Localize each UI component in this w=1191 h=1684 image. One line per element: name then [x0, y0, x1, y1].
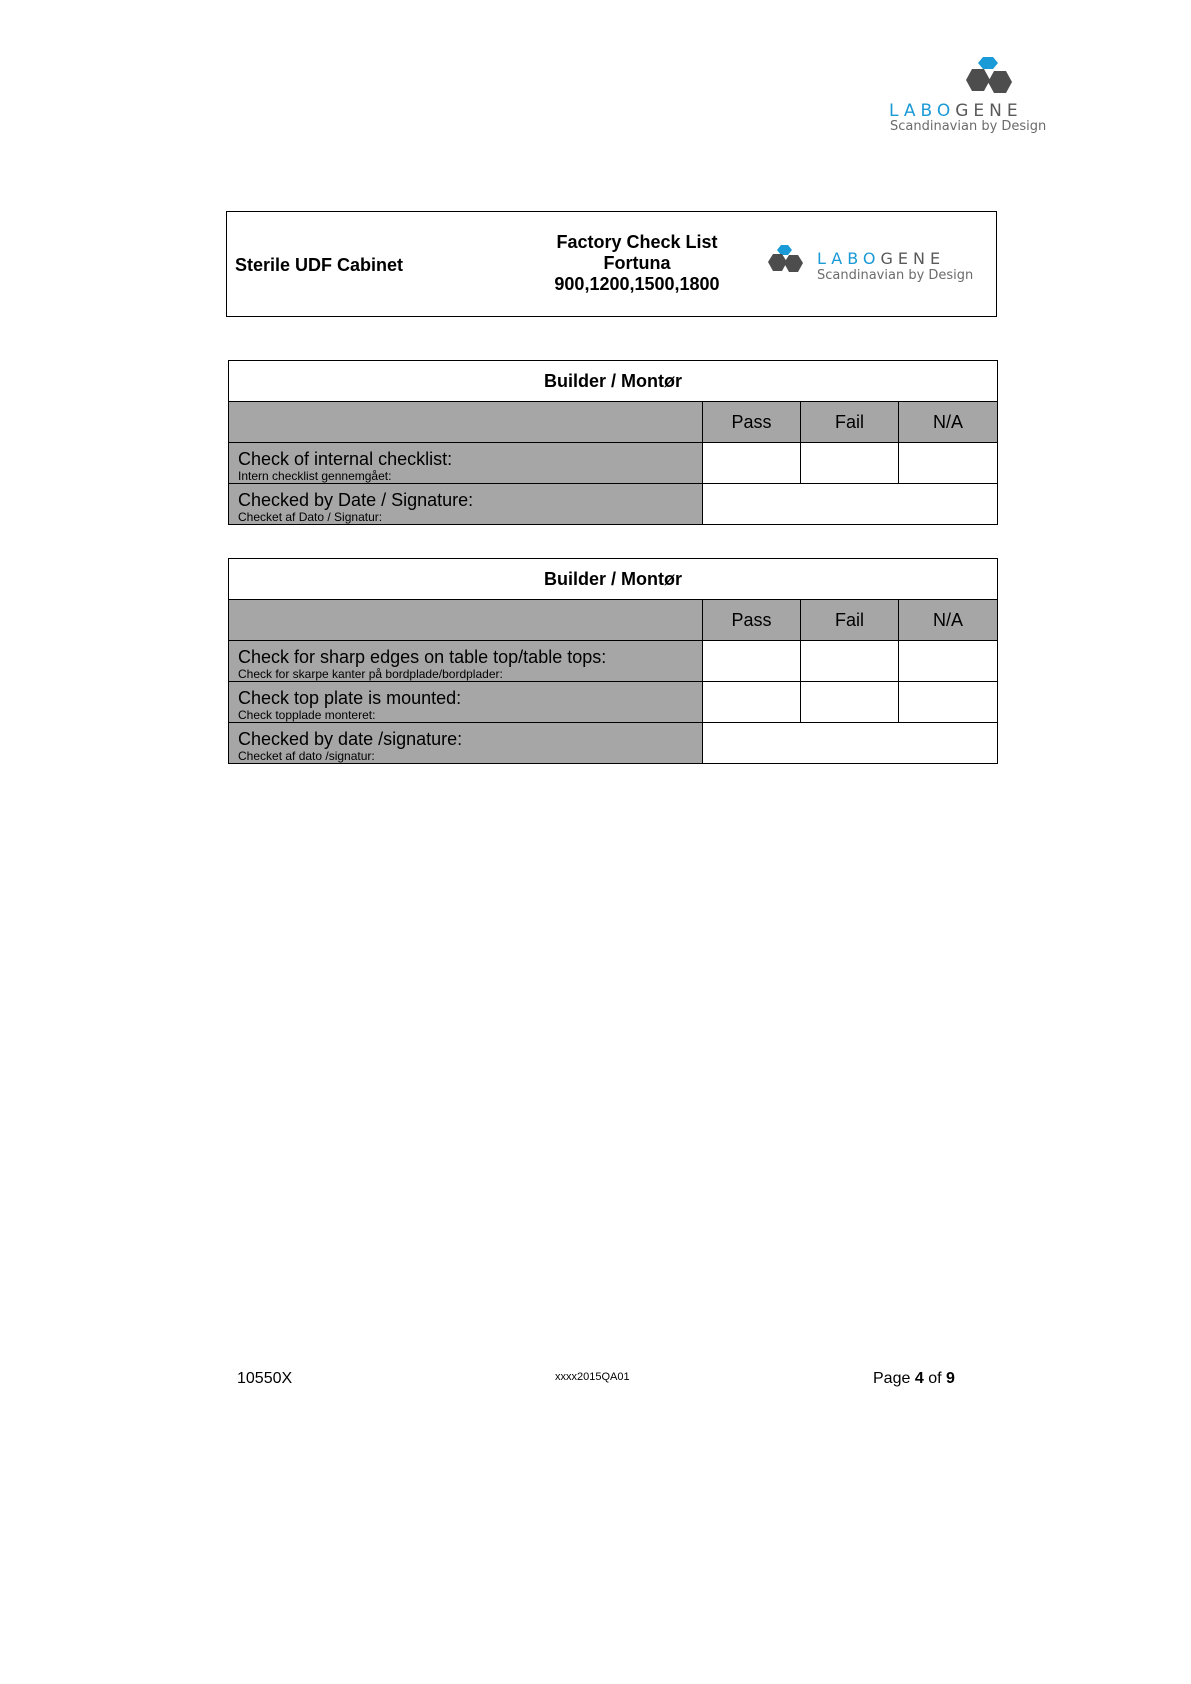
na-checkbox[interactable] — [899, 682, 998, 723]
hexagon-cluster-icon — [960, 55, 1020, 100]
section-title: Builder / Montør — [229, 361, 998, 402]
pass-checkbox[interactable] — [703, 641, 801, 682]
fail-checkbox[interactable] — [801, 443, 899, 484]
document-header — [226, 211, 997, 317]
na-checkbox[interactable] — [899, 641, 998, 682]
check-item: Check top plate is mounted: Check topplade monteret: — [229, 682, 703, 723]
check-item: Check for sharp edges on table top/table tops: Check for skarpe kanter på bordplade/bordplader: — [229, 641, 703, 682]
table-row — [229, 641, 998, 682]
column-pass: Pass — [703, 402, 801, 443]
hexagon-cluster-icon — [767, 242, 817, 282]
document-code: 10550X — [237, 1370, 293, 1387]
column-na: N/A — [899, 402, 998, 443]
column-fail: Fail — [801, 402, 899, 443]
check-table-2 — [228, 558, 998, 764]
title-line-2: Fortuna — [603, 253, 671, 273]
check-table-1 — [228, 360, 998, 525]
brand-tagline: Scandinavian by Design — [817, 268, 974, 283]
pass-checkbox[interactable] — [703, 443, 801, 484]
section-title: Builder / Montør — [229, 559, 998, 600]
signature-label: Checked by date /signature: Checket af dato /signatur: — [229, 723, 703, 764]
column-na: N/A — [899, 600, 998, 641]
title-line-3: 900,1200,1500,1800 — [554, 274, 720, 294]
page-number: Page 4 of 9 — [873, 1370, 955, 1387]
header-logo — [767, 242, 997, 292]
document-title — [487, 232, 787, 295]
column-fail: Fail — [801, 600, 899, 641]
fail-checkbox[interactable] — [801, 641, 899, 682]
title-line-1: Factory Check List — [556, 232, 718, 252]
signature-field[interactable] — [703, 723, 998, 764]
product-name: Sterile UDF Cabinet — [235, 255, 404, 275]
column-pass: Pass — [703, 600, 801, 641]
signature-row — [229, 723, 998, 764]
brand-wordmark: LABOGENE — [817, 249, 946, 268]
fail-checkbox[interactable] — [801, 682, 899, 723]
check-item: Check of internal checklist: Intern checklist gennemgået: — [229, 443, 703, 484]
na-checkbox[interactable] — [899, 443, 998, 484]
blank-header-cell — [229, 402, 703, 443]
signature-field[interactable] — [703, 484, 998, 525]
company-logo — [890, 55, 1070, 145]
signature-label: Checked by Date / Signature: Checket af Dato / Signatur: — [229, 484, 703, 525]
table-row — [229, 682, 998, 723]
signature-row — [229, 484, 998, 525]
table-row — [229, 443, 998, 484]
blank-header-cell — [229, 600, 703, 641]
pass-checkbox[interactable] — [703, 682, 801, 723]
brand-tagline: Scandinavian by Design — [890, 119, 1047, 134]
brand-wordmark: LABOGENE — [889, 101, 1023, 121]
document-reference: xxxx2015QA01 — [555, 1371, 630, 1383]
